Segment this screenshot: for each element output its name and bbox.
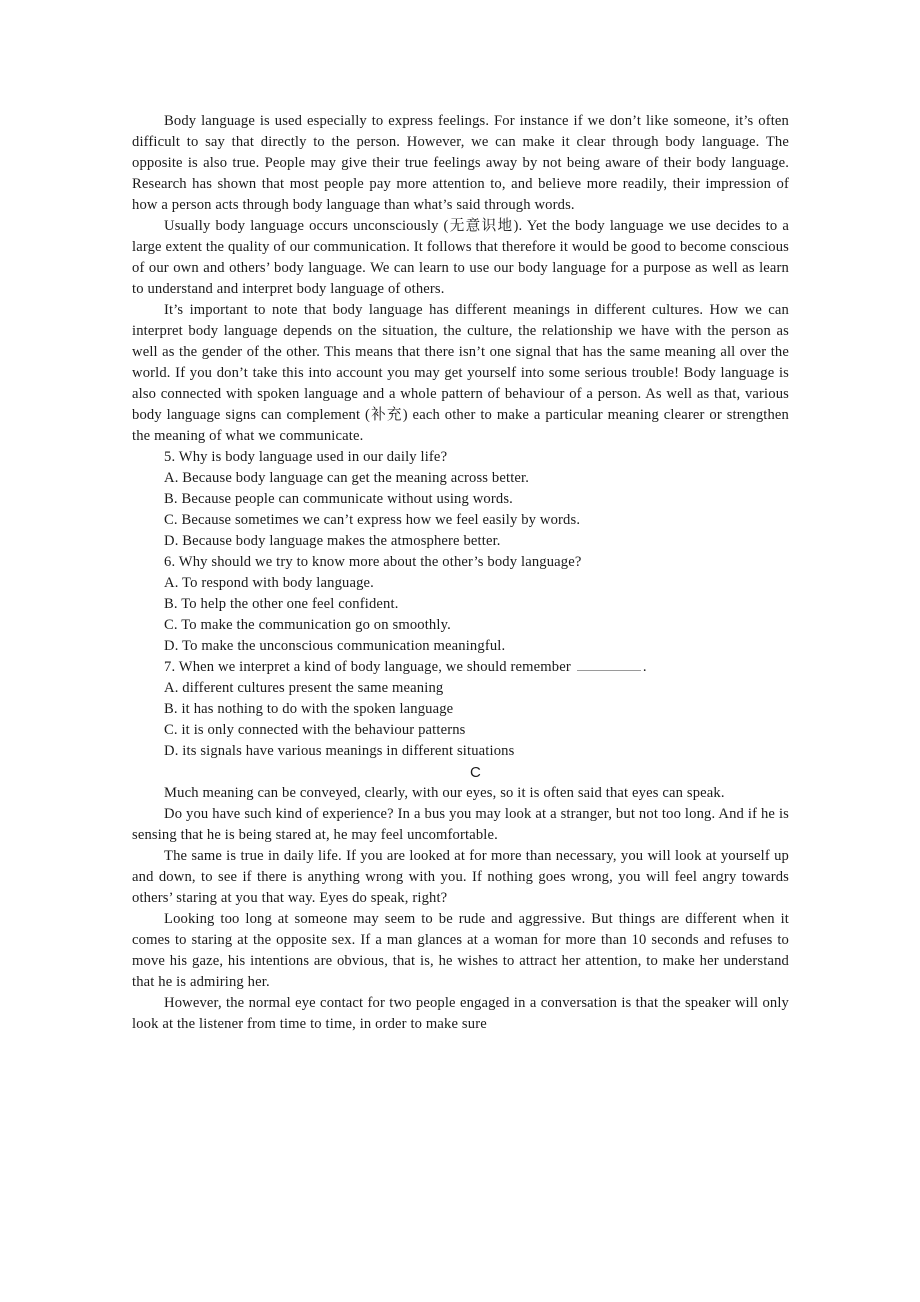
option-b: B. To help the other one feel confident.	[164, 596, 399, 612]
passage-c-paragraph-5: However, the normal eye contact for two people engaged in a conversation is that the speaker will only look at the listener from time to time, in order to make sure	[132, 995, 789, 1032]
passage-c	[132, 762, 789, 1035]
option-c: C. it is only connected with the behaviour patterns	[164, 722, 466, 738]
question-stem-end: .	[642, 659, 647, 675]
option-b: B. Because people can communicate without using words.	[164, 491, 513, 507]
passage-c-paragraph-3: The same is true in daily life. If you are looked at for more than necessary, you will look at yourself up and down, to see if there is anything wrong with you. If nothing goes wrong, you will feel angry towards others’ staring at you that way. Eyes do speak, right?	[132, 848, 789, 906]
question-5	[132, 447, 789, 552]
passage-b-paragraph-2: Usually body language occurs unconsciously (无意识地). Yet the body language we use decides to a large extent the quality of our communication. It follows that therefore it would be good to become conscious of our own and others’ body language. We can learn to use our body language for a purpose as well as learn to understand and interpret body language of others.	[132, 218, 789, 297]
option-b: B. it has nothing to do with the spoken language	[164, 701, 454, 717]
option-a: A. different cultures present the same meaning	[164, 680, 444, 696]
option-c: C. Because sometimes we can’t express how we feel easily by words.	[164, 512, 581, 528]
option-d: D. To make the unconscious communication meaningful.	[164, 638, 506, 654]
option-a: A. Because body language can get the meaning across better.	[164, 470, 530, 486]
passage-b	[132, 111, 789, 762]
passage-c-paragraph-1: Much meaning can be conveyed, clearly, with our eyes, so it is often said that eyes can speak.	[164, 785, 725, 801]
question-7	[132, 657, 789, 762]
section-heading: C	[470, 764, 481, 781]
question-stem: 5. Why is body language used in our daily life?	[164, 449, 448, 465]
passage-b-paragraph-1: Body language is used especially to express feelings. For instance if we don’t like someone, it’s often difficult to say that directly to the person. However, we can make it clear through body language. The opposite is also true. People may give their true feelings away by not being aware of their body language. Research has shown that most people pay more attention to, and believe more readily, their impression of how a person acts through body language than what’s said through words.	[132, 113, 789, 213]
option-a: A. To respond with body language.	[164, 575, 374, 591]
passage-b-paragraph-3: It’s important to note that body language has different meanings in different cultures. How we can interpret body language depends on the situation, the culture, the relationship we have with the person as well as the gender of the other. This means that there isn’t one signal that has the same meaning all over the world. If you don’t take this into account you may get yourself into some serious trouble! Body language is also connected with spoken language and a whole pattern of behaviour of a person. As well as that, various body language signs can complement (补充) each other to make a particular meaning clearer or strengthen the meaning of what we communicate.	[132, 302, 789, 444]
answer-blank	[577, 657, 641, 671]
question-stem: 6. Why should we try to know more about the other’s body language?	[164, 554, 582, 570]
passage-c-paragraph-2: Do you have such kind of experience? In a bus you may look at a stranger, but not too long. And if he is sensing that he is being stared at, he may feel uncomfortable.	[132, 806, 789, 843]
question-stem	[132, 657, 789, 678]
passage-c-paragraph-4: Looking too long at someone may seem to be rude and aggressive. But things are different when it comes to staring at the opposite sex. If a man glances at a woman for more than 10 seconds and refuses to move his gaze, his intentions are obvious, that is, he wishes to attract her attention, to make her understand that he is admiring her.	[132, 911, 789, 990]
option-c: C. To make the communication go on smoothly.	[164, 617, 451, 633]
option-d: D. Because body language makes the atmosphere better.	[164, 533, 501, 549]
option-d: D. its signals have various meanings in different situations	[164, 743, 515, 759]
question-6	[132, 552, 789, 657]
question-stem-text: 7. When we interpret a kind of body language, we should remember	[164, 659, 571, 675]
document-page	[132, 111, 789, 1035]
